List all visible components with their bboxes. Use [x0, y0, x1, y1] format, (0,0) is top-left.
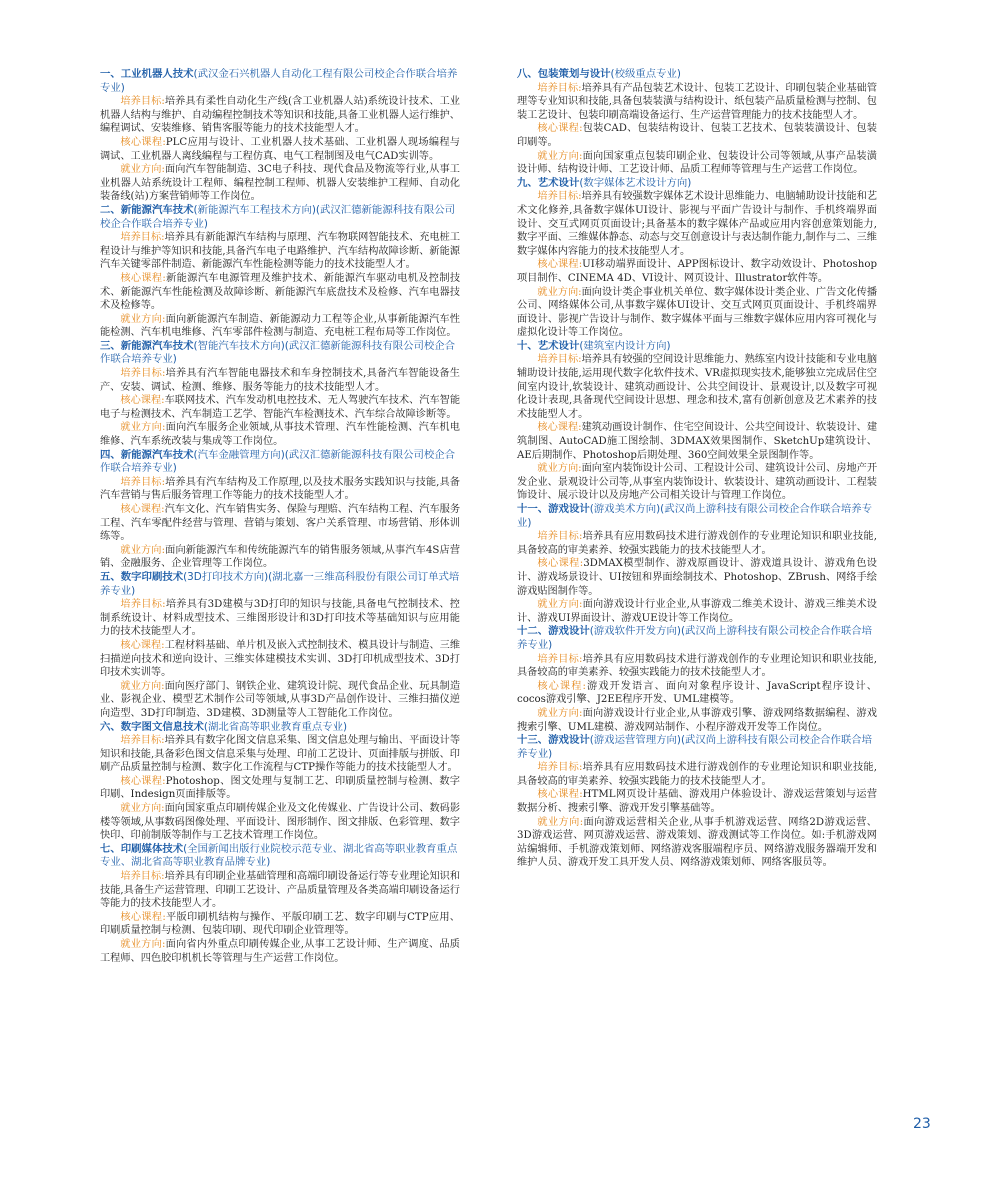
- career-direction-paragraph: [517, 286, 877, 340]
- program-subtitle: (校级重点专业): [610, 68, 681, 80]
- core-courses-text: 3DMAX模型制作、游戏原画设计、游戏道具设计、游戏角色设计、游戏场景设计、UI按钮和界面绘制技术、Photoshop、ZBrush、网络手绘游戏贴图制作等。: [517, 558, 877, 597]
- core-courses-paragraph: [517, 557, 877, 598]
- program-title: [100, 68, 460, 95]
- training-goal-text: 培养具有产品包装艺术设计、包装工艺设计、印刷包装企业基础管理等专业知识和技能,具备包装装潢与结构设计、纸包装产品质量检测与控制、包装工艺设计、包装印刷高端设备运行、生产运营管理能力的技术技能型人才。: [517, 82, 878, 121]
- core-courses-paragraph: [517, 788, 877, 815]
- program-section: [100, 340, 460, 449]
- program-name: 六、数字图文信息技术: [100, 720, 204, 733]
- training-goal-label: 培养目标:: [537, 531, 583, 543]
- core-courses-label: 核心课程:: [537, 558, 584, 570]
- core-courses-text: 车联网技术、汽车发动机电控技术、无人驾驶汽车技术、汽车智能电子与检测技术、汽车制造工艺学、智能汽车检测技术、汽车综合故障诊断等。: [100, 395, 461, 420]
- core-courses-text: Photoshop、图文处理与复制工艺、印刷质量控制与检测、数字印刷、Indesign页面排版等。: [100, 775, 460, 801]
- career-direction-paragraph: [517, 598, 877, 625]
- program-title: [100, 721, 460, 735]
- program-section: [517, 734, 877, 870]
- program-section: [100, 843, 460, 965]
- program-section: [100, 449, 460, 571]
- right-column: [517, 68, 877, 870]
- training-goal-paragraph: [100, 231, 460, 272]
- career-direction-paragraph: [100, 544, 460, 571]
- program-subtitle: (游戏美术方向)(武汉尚上游科技有限公司校企合作联合培养专业): [517, 503, 873, 529]
- core-courses-label: 核心课程:: [120, 639, 165, 651]
- core-courses-text: 工程材料基础、单片机及嵌入式控制技术、模具设计与制造、三维扫描逆向技术和逆向设计、三维实体建模技术实训、3D打印机成型技术、3D打印技术实训等。: [100, 639, 461, 679]
- core-courses-paragraph: [100, 775, 460, 802]
- program-name: 四、新能源汽车技术: [100, 448, 194, 461]
- program-subtitle: (湖北省高等职业教育重点专业): [203, 720, 348, 733]
- program-name: 十三、游戏设计: [517, 734, 590, 747]
- program-subtitle: (新能源汽车工程技术方向)(武汉汇德新能源科技有限公司校企合作联合培养专业): [100, 203, 456, 230]
- training-goal-paragraph: [517, 82, 877, 123]
- program-subtitle: (武汉金石兴机器人自动化工程有限公司校企合作联合培养专业): [100, 68, 458, 94]
- program-title: [517, 177, 877, 191]
- program-subtitle: (全国新闻出版行业院校示范专业、湖北省高等职业教育重点专业、湖北省高等职业教育品牌专业): [100, 842, 458, 869]
- career-direction-label: 就业方向:: [120, 544, 166, 556]
- program-subtitle: (游戏运营管理方向)(武汉尚上游科技有限公司校企合作联合培养专业): [517, 734, 873, 760]
- program-title: [517, 340, 877, 354]
- training-goal-label: 培养目标:: [120, 96, 165, 108]
- training-goal-paragraph: [100, 598, 460, 639]
- core-courses-label: 核心课程:: [120, 504, 165, 515]
- core-courses-paragraph: [100, 136, 460, 163]
- career-direction-label: 就业方向:: [120, 422, 166, 434]
- training-goal-label: 培养目标:: [120, 476, 166, 488]
- training-goal-paragraph: [100, 734, 460, 775]
- career-direction-label: 就业方向:: [120, 164, 165, 176]
- core-courses-paragraph: [100, 503, 460, 544]
- career-direction-text: 面向汽车服务企业领域,从事技术管理、汽车性能检测、汽车机电维修、汽车系统改装与集成等工作岗位。: [100, 422, 460, 448]
- program-section: [517, 625, 877, 734]
- core-courses-label: 核心课程:: [120, 272, 166, 284]
- program-name: 十、艺术设计: [517, 339, 580, 352]
- training-goal-text: 培养具有汽车结构及工作原理,以及技术服务实践知识与技能,具备汽车营销与售后服务管理工作等能力的技术技能型人才。: [100, 476, 460, 502]
- training-goal-label: 培养目标:: [537, 354, 582, 366]
- training-goal-label: 培养目标:: [120, 871, 165, 883]
- career-direction-label: 就业方向:: [120, 313, 166, 325]
- career-direction-text: 面向医疗部门、钢铁企业、建筑设计院、现代食品企业、玩具制造业、影视企业、模型艺术制作公司等领域,从事3D产品创作设计、三维扫描仪逆向造型、3D打印制造、3D建模、3D测量等人工智能化工作岗位。: [100, 680, 461, 719]
- program-title: [100, 204, 460, 231]
- core-courses-paragraph: [517, 122, 877, 149]
- program-section: [517, 340, 877, 503]
- program-section: [517, 503, 877, 625]
- program-subtitle: (智能汽车技术方向)(武汉汇德新能源科技有限公司校企合作联合培养专业): [100, 339, 456, 366]
- training-goal-paragraph: [100, 476, 460, 503]
- career-direction-text: 面向游戏运营相关企业,从事手机游戏运营、网络2D游戏运营、3D游戏运营、网页游戏运营、游戏策划、游戏测试等工作岗位。如:手机游戏网站编辑师、手机游戏策划师、网络游戏客服端程序员、网络游戏服务器端开发和维护人员、游戏开发工具开发人员、网络游戏策划师、网络客服员等。: [517, 816, 877, 869]
- career-direction-paragraph: [100, 313, 460, 340]
- career-direction-label: 就业方向:: [120, 680, 165, 692]
- core-courses-text: 平版印刷机结构与操作、平版印刷工艺、数字印刷与CTP应用、印刷质量控制与检测、包装印刷、现代印刷企业管理等。: [100, 911, 460, 937]
- core-courses-label: 核心课程:: [120, 395, 165, 407]
- training-goal-paragraph: [517, 530, 877, 557]
- core-courses-paragraph: [517, 421, 877, 462]
- career-direction-paragraph: [517, 150, 877, 177]
- training-goal-text: 培养具有应用数码技术进行游戏创作的专业理论知识和职业技能,具备较高的审美素养、较强实践能力的技术技能型人才。: [517, 531, 877, 556]
- career-direction-paragraph: [517, 816, 877, 870]
- career-direction-text: 面向设计类企事业机关单位、数字媒体设计类企业、广告文化传播公司、网络媒体公司,从事数字媒体UI设计、交互式网页页面设计、手机终端界面设计、影视广告设计与制作、数字媒体平面与三维数字媒体应用内容可视化与虚拟化设计等工作岗位。: [517, 286, 878, 339]
- program-name: 九、艺术设计: [517, 176, 580, 189]
- training-goal-text: 培养具有印刷企业基础管理和高端印刷设备运行等专业理论知识和技能,具备生产运营管理、印刷工艺设计、产品质量管理及各类高端印刷设备运行等能力的技术技能型人才。: [100, 871, 461, 910]
- career-direction-label: 就业方向:: [537, 286, 582, 298]
- training-goal-paragraph: [100, 367, 460, 394]
- core-courses-text: 游戏开发语言、面向对象程序设计、JavaScript程序设计、cocos游戏引擎、J2EE程序开发、UML建模等。: [517, 680, 877, 706]
- core-courses-paragraph: [100, 639, 460, 680]
- program-subtitle: (数字媒体艺术设计方向): [579, 176, 692, 189]
- training-goal-text: 培养具有汽车智能电器技术和车身控制技术,具备汽车智能设备生产、安装、调试、检测、维修、服务等能力的技术技能型人才。: [100, 368, 460, 393]
- program-section: [517, 177, 877, 340]
- training-goal-paragraph: [100, 870, 460, 911]
- program-name: 八、包装策划与设计: [517, 68, 611, 80]
- core-courses-paragraph: [100, 911, 460, 938]
- core-courses-paragraph: [100, 394, 460, 421]
- career-direction-text: 面向游戏设计行业企业,从事游戏引擎、游戏网络数据编程、游戏搜索引擎、UML建模、游戏网站制作、小程序游戏开发等工作岗位。: [517, 707, 877, 733]
- career-direction-label: 就业方向:: [120, 939, 166, 950]
- core-courses-text: 新能源汽车电源管理及维护技术、新能源汽车驱动电机及控制技术、新能源汽车性能检测及故障诊断、新能源汽车底盘技术及检修、汽车电器技术及检修等。: [100, 272, 461, 312]
- program-title: [100, 571, 460, 598]
- career-direction-paragraph: [100, 680, 460, 721]
- career-direction-label: 就业方向:: [537, 816, 584, 828]
- training-goal-text: 培养具有应用数码技术进行游戏创作的专业理论知识和职业技能,具备较高的审美素养、较强实践能力的技术技能型人才。: [517, 653, 877, 679]
- training-goal-text: 培养具有新能源汽车结构与原理、汽车物联网智能技术、充电桩工程设计与维护等知识和技能,具备汽车电子电路维护、汽车结构故障诊断、新能源汽车关键零部件制造、新能源汽车性能检测等能力的技术技能型人才。: [100, 232, 461, 271]
- career-direction-text: 面向国家重点包装印刷企业、包装设计公司等领域,从事产品装潢设计师、结构设计师、工艺设计师、品质工程师等管理与生产运营工作岗位。: [517, 150, 877, 176]
- program-title: [100, 449, 460, 476]
- program-section: [100, 721, 460, 843]
- training-goal-label: 培养目标:: [120, 232, 165, 244]
- program-name: 七、印刷媒体技术: [100, 842, 184, 855]
- core-courses-label: 核心课程:: [537, 422, 582, 434]
- program-name: 十一、游戏设计: [517, 503, 590, 515]
- career-direction-text: 面向汽车智能制造、3C电子科技、现代食品及物流等行业,从事工业机器人站系统设计工程师、编程控制工程师、机器人安装维护工程师、自动化装备线(站)方案营销师等工作岗位。: [100, 164, 460, 203]
- training-goal-text: 培养具有较强数字媒体艺术设计思维能力、电脑辅助设计技能和艺术文化修养,具备数字媒体UI设计、影视与平面广告设计与制作、手机终端界面设计、交互式网页页面设计;具备基本的数字媒体产品或应用内容创意策划能力,数字平面、三维媒体静态、动态与交互创意设计与表达制作能力,制作与二、三维数字媒体内容能力的技术技能型人才。: [517, 191, 878, 257]
- core-courses-paragraph: [100, 272, 460, 313]
- core-courses-text: 汽车文化、汽车销售实务、保险与理赔、汽车结构工程、汽车服务工程、汽车零配件经营与管理、营销与策划、客户关系管理、市场营销、形体训练等。: [100, 504, 461, 543]
- training-goal-paragraph: [517, 353, 877, 421]
- program-subtitle: (游戏软件开发方向)(武汉尚上游科技有限公司校企合作联合培养专业): [517, 625, 873, 651]
- core-courses-label: 核心课程:: [120, 775, 166, 787]
- core-courses-text: 包装CAD、包装结构设计、包装工艺技术、包装装潢设计、包装印刷等。: [517, 123, 877, 148]
- core-courses-text: PLC应用与设计、工业机器人技术基础、工业机器人现场编程与调试、工业机器人离线编程与工程仿真、电气工程制图及电气CAD实训等。: [100, 136, 460, 162]
- program-section: [100, 571, 460, 721]
- core-courses-paragraph: [517, 258, 877, 285]
- training-goal-label: 培养目标:: [120, 368, 166, 380]
- core-courses-paragraph: [517, 680, 877, 707]
- training-goal-text: 培养具有较强的空间设计思维能力、熟练室内设计技能和专业电脑辅助设计技能,运用现代数字化软件技术、VR虚拟现实技术,能够独立完成居住空间室内设计,软装设计、建筑动画设计、公共空间设计、景观设计,以及数字可视化设计表现,具备现代空间设计思想、理念和技术,富有创新创意及艺术素养的技术技能型人才。: [517, 354, 878, 420]
- program-subtitle: (汽车金融管理方向)(武汉汇德新能源科技有限公司校企合作联合培养专业): [100, 448, 456, 475]
- program-title: [517, 625, 877, 652]
- training-goal-text: 培养具有3D建模与3D打印的知识与技能,具备电气控制技术、控制系统设计、材料成型技术、三维图形设计和3D打印技术等基础知识与应用能力的技术技能型人才。: [100, 599, 460, 638]
- career-direction-text: 面向国家重点印刷传媒企业及文化传媒业、广告设计公司、数码影楼等领域,从事数码图像处理、平面设计、图形制作、图文排版、色彩管理、数字快印、印前制版等制作与工艺技术管理工作岗位。: [100, 803, 461, 842]
- training-goal-text: 培养具有柔性自动化生产线(含工业机器人站)系统设计技术、工业机器人结构与维护、自动编程控制技术等知识和技能,具备工业机器人运行维护、编程调试、安装维修、销售客服等能力的技术技能型人才。: [100, 96, 460, 135]
- program-name: 一、工业机器人技术: [100, 68, 194, 80]
- core-courses-label: 核心课程:: [120, 136, 166, 148]
- core-courses-label: 核心课程:: [120, 911, 166, 923]
- training-goal-label: 培养目标:: [537, 762, 583, 774]
- career-direction-text: 面向游戏设计行业企业,从事游戏二维美术设计、游戏三维美术设计、游戏UI界面设计、游戏UE设计等工作岗位。: [517, 599, 877, 624]
- career-direction-label: 就业方向:: [537, 150, 583, 162]
- training-goal-label: 培养目标:: [537, 191, 582, 203]
- training-goal-label: 培养目标:: [537, 82, 582, 94]
- left-column: [100, 68, 460, 965]
- program-section: [517, 68, 877, 177]
- career-direction-label: 就业方向:: [537, 707, 583, 719]
- career-direction-paragraph: [517, 462, 877, 503]
- career-direction-paragraph: [100, 802, 460, 843]
- program-name: 二、新能源汽车技术: [100, 203, 194, 216]
- program-subtitle: (3D打印技术方向)(湖北嘉一三维高科股份有限公司订单式培养专业): [100, 570, 460, 597]
- program-title: [100, 843, 460, 870]
- program-name: 三、新能源汽车技术: [100, 339, 194, 352]
- career-direction-label: 就业方向:: [537, 599, 583, 611]
- training-goal-label: 培养目标:: [120, 599, 166, 611]
- career-direction-paragraph: [517, 707, 877, 734]
- program-section: [100, 204, 460, 340]
- core-courses-label: 核心课程:: [537, 123, 583, 135]
- program-title: [517, 734, 877, 761]
- training-goal-paragraph: [517, 190, 877, 258]
- core-courses-label: 核心课程:: [537, 680, 586, 692]
- program-subtitle: (建筑室内设计方向): [579, 339, 671, 352]
- program-title: [100, 340, 460, 367]
- training-goal-paragraph: [517, 653, 877, 680]
- training-goal-paragraph: [100, 95, 460, 136]
- career-direction-paragraph: [100, 163, 460, 204]
- page-number: 23: [913, 1116, 931, 1132]
- program-name: 五、数字印刷技术: [100, 570, 184, 583]
- core-courses-label: 核心课程:: [537, 259, 583, 271]
- career-direction-text: 面向室内装饰设计公司、工程设计公司、建筑设计公司、房地产开发企业、景观设计公司等,从事室内装饰设计、软装设计、建筑动画设计、工程装饰设计、展示设计以及房地产公司相关设计与管理工作岗位。: [517, 463, 878, 502]
- program-title: [517, 68, 877, 82]
- training-goal-text: 培养具有应用数码技术进行游戏创作的专业理论知识和职业技能,具备较高的审美素养、较强实践能力的技术技能型人才。: [517, 762, 877, 787]
- training-goal-label: 培养目标:: [537, 653, 583, 665]
- core-courses-text: 建筑动画设计制作、住宅空间设计、公共空间设计、软装设计、建筑制图、AutoCAD施工图绘制、3DMAX效果图制作、SketchUp建筑设计、AE后期制作、Photoshop后期处理、360空间效果全景图制作等。: [517, 422, 878, 461]
- career-direction-paragraph: [100, 421, 460, 448]
- career-direction-paragraph: [100, 938, 460, 965]
- career-direction-label: 就业方向:: [120, 803, 165, 815]
- program-name: 十二、游戏设计: [517, 625, 590, 638]
- core-courses-label: 核心课程:: [537, 789, 583, 801]
- core-courses-text: HTML网页设计基础、游戏用户体验设计、游戏运营策划与运营数据分析、搜索引擎、游戏开发引擎基础等。: [517, 789, 878, 815]
- training-goal-label: 培养目标:: [120, 735, 165, 747]
- training-goal-text: 培养具有数字化图文信息采集、图文信息处理与输出、平面设计等知识和技能,具备彩色图文信息采集与处理、印前工艺设计、页面排版与拼版、印刷产品质量控制与检测、数字化工作流程与CTP操作等能力的技术技能型人才。: [100, 735, 461, 774]
- training-goal-paragraph: [517, 761, 877, 788]
- career-direction-text: 面向新能源汽车制造、新能源动力工程等企业,从事新能源汽车性能检测、汽车机电维修、汽车零部件检测与制造、充电桩工程布局等工作岗位。: [100, 313, 460, 339]
- career-direction-label: 就业方向:: [537, 463, 582, 475]
- career-direction-text: 面向省内外重点印刷传媒企业,从事工艺设计师、生产调度、品质工程师、四色胶印机机长等管理与生产运营工作岗位。: [100, 939, 460, 964]
- program-section: [100, 68, 460, 204]
- program-title: [517, 503, 877, 530]
- core-courses-text: UI移动端界面设计、APP图标设计、数字动效设计、Photoshop项目制作、CINEMA 4D、VI设计、网页设计、Illustrator软件等。: [517, 259, 877, 284]
- career-direction-text: 面向新能源汽车和传统能源汽车的销售服务领域,从事汽车4S店营销、金融服务、企业管理等工作岗位。: [100, 544, 461, 570]
